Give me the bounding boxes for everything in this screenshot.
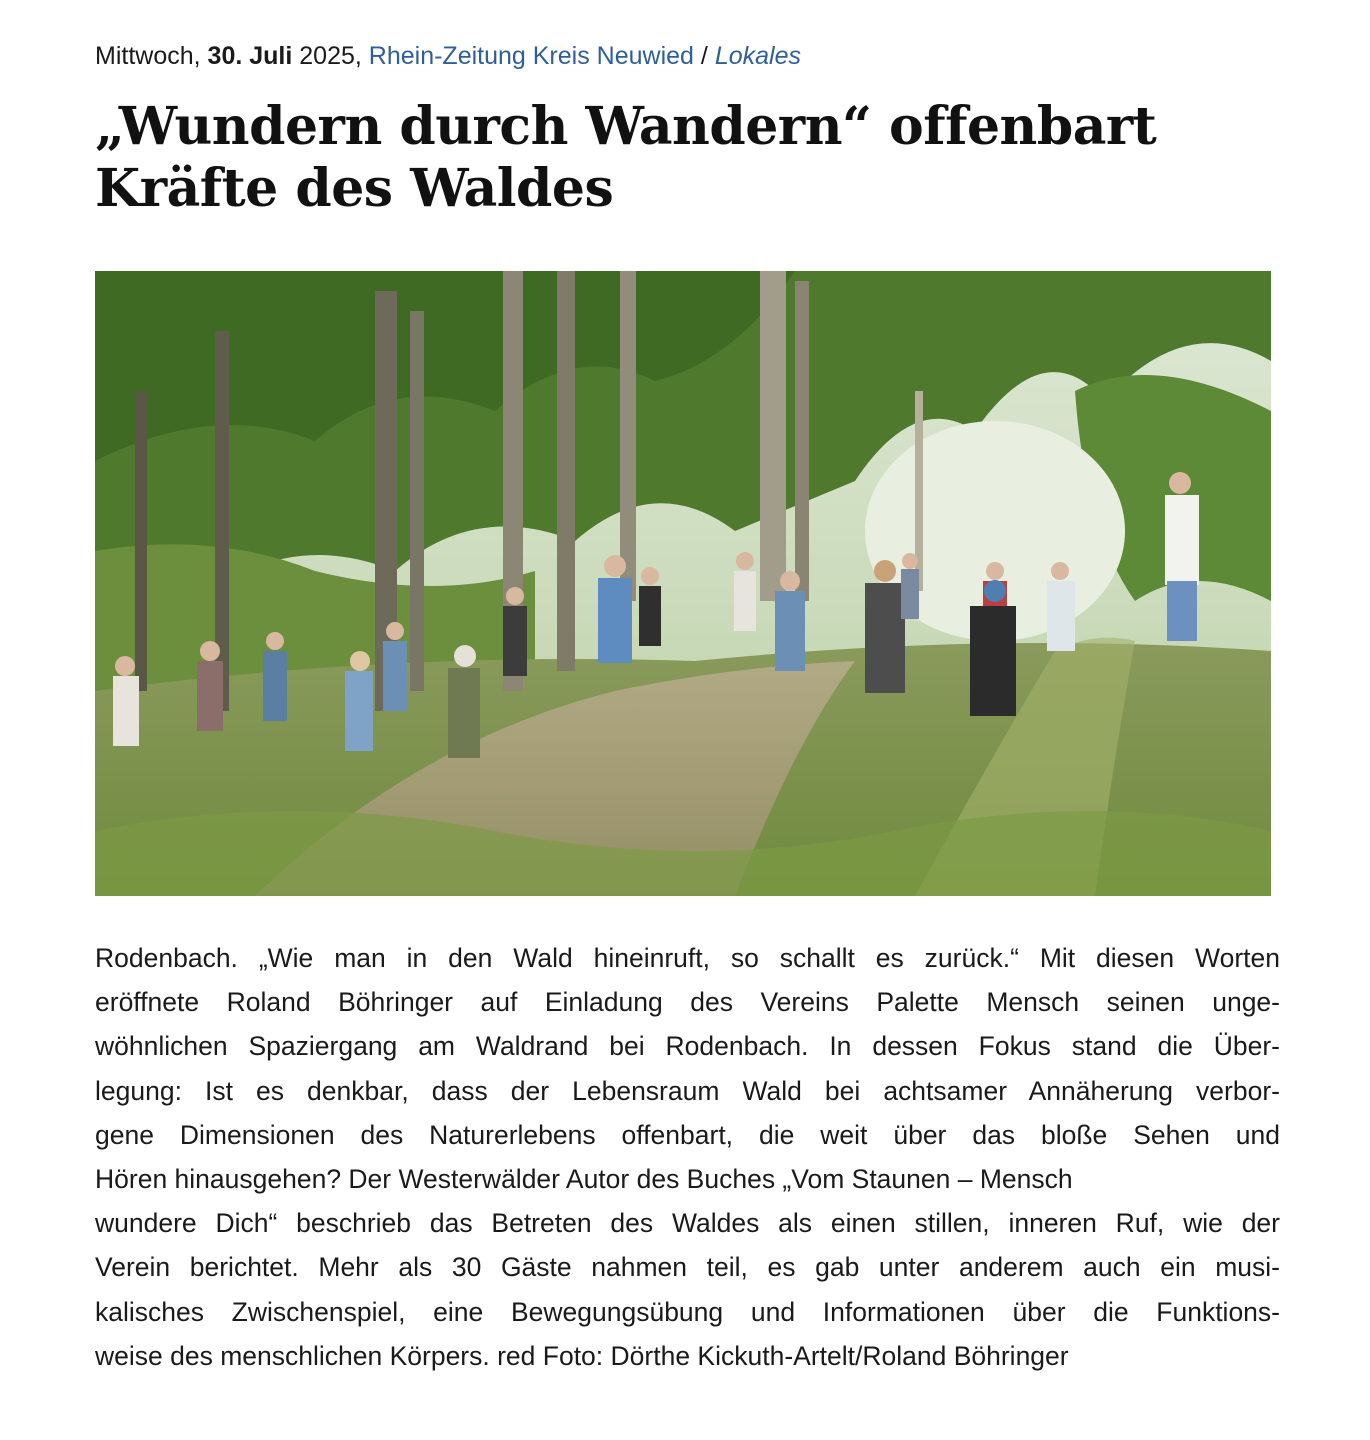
article-body — [95, 936, 1280, 1378]
article-headline — [95, 96, 1275, 220]
dateline-separator: / — [700, 42, 708, 70]
body-line: wöhnlichen Spaziergang am Waldrand bei Rodenbach. In dessen Fokus stand die Über- — [95, 1031, 1280, 1062]
body-line: Hören hinausgehen? Der Westerwälder Autor des Buches „Vom Staunen – Mensch — [95, 1164, 1073, 1195]
body-line: Verein berichtet. Mehr als 30 Gäste nahmen teil, es gab unter anderem auch ein musi- — [95, 1252, 1280, 1283]
body-line: weise des menschlichen Körpers. red Foto: Dörthe Kickuth-Artelt/Roland Böhringer — [95, 1340, 1069, 1371]
body-line: Rodenbach. „Wie man in den Wald hineinruft, so schallt es zurück.“ Mit diesen Worten — [95, 943, 1280, 973]
headline-line-2: Kräfte des Waldes — [95, 158, 614, 219]
dateline-date: 30. Juli — [207, 42, 293, 70]
body-line: legung: Ist es denkbar, dass der Lebensraum Wald bei achtsamer Annäherung verbor- — [95, 1075, 1280, 1106]
section-link-lokales[interactable]: Lokales — [714, 42, 801, 70]
dateline-year: 2025, — [299, 42, 362, 70]
article-photo — [95, 271, 1271, 896]
body-line: kalisches Zwischenspiel, eine Bewegungsübung und Informationen über die Funktions- — [95, 1296, 1280, 1327]
dateline — [95, 40, 801, 72]
headline-line-1: „Wundern durch Wandern“ offenbart — [95, 96, 1157, 157]
dateline-weekday: Mittwoch, — [95, 42, 201, 70]
body-line: gene Dimensionen des Naturerlebens offenbart, die weit über das bloße Sehen und — [95, 1119, 1280, 1150]
body-line: wundere Dich“ beschrieb das Betreten des Waldes als einen stillen, inneren Ruf, wie der — [95, 1208, 1280, 1239]
publication-link[interactable]: Rhein-Zeitung Kreis Neuwied — [368, 42, 694, 70]
body-line: eröffnete Roland Böhringer auf Einladung des Vereins Palette Mensch seinen unge- — [95, 987, 1280, 1018]
